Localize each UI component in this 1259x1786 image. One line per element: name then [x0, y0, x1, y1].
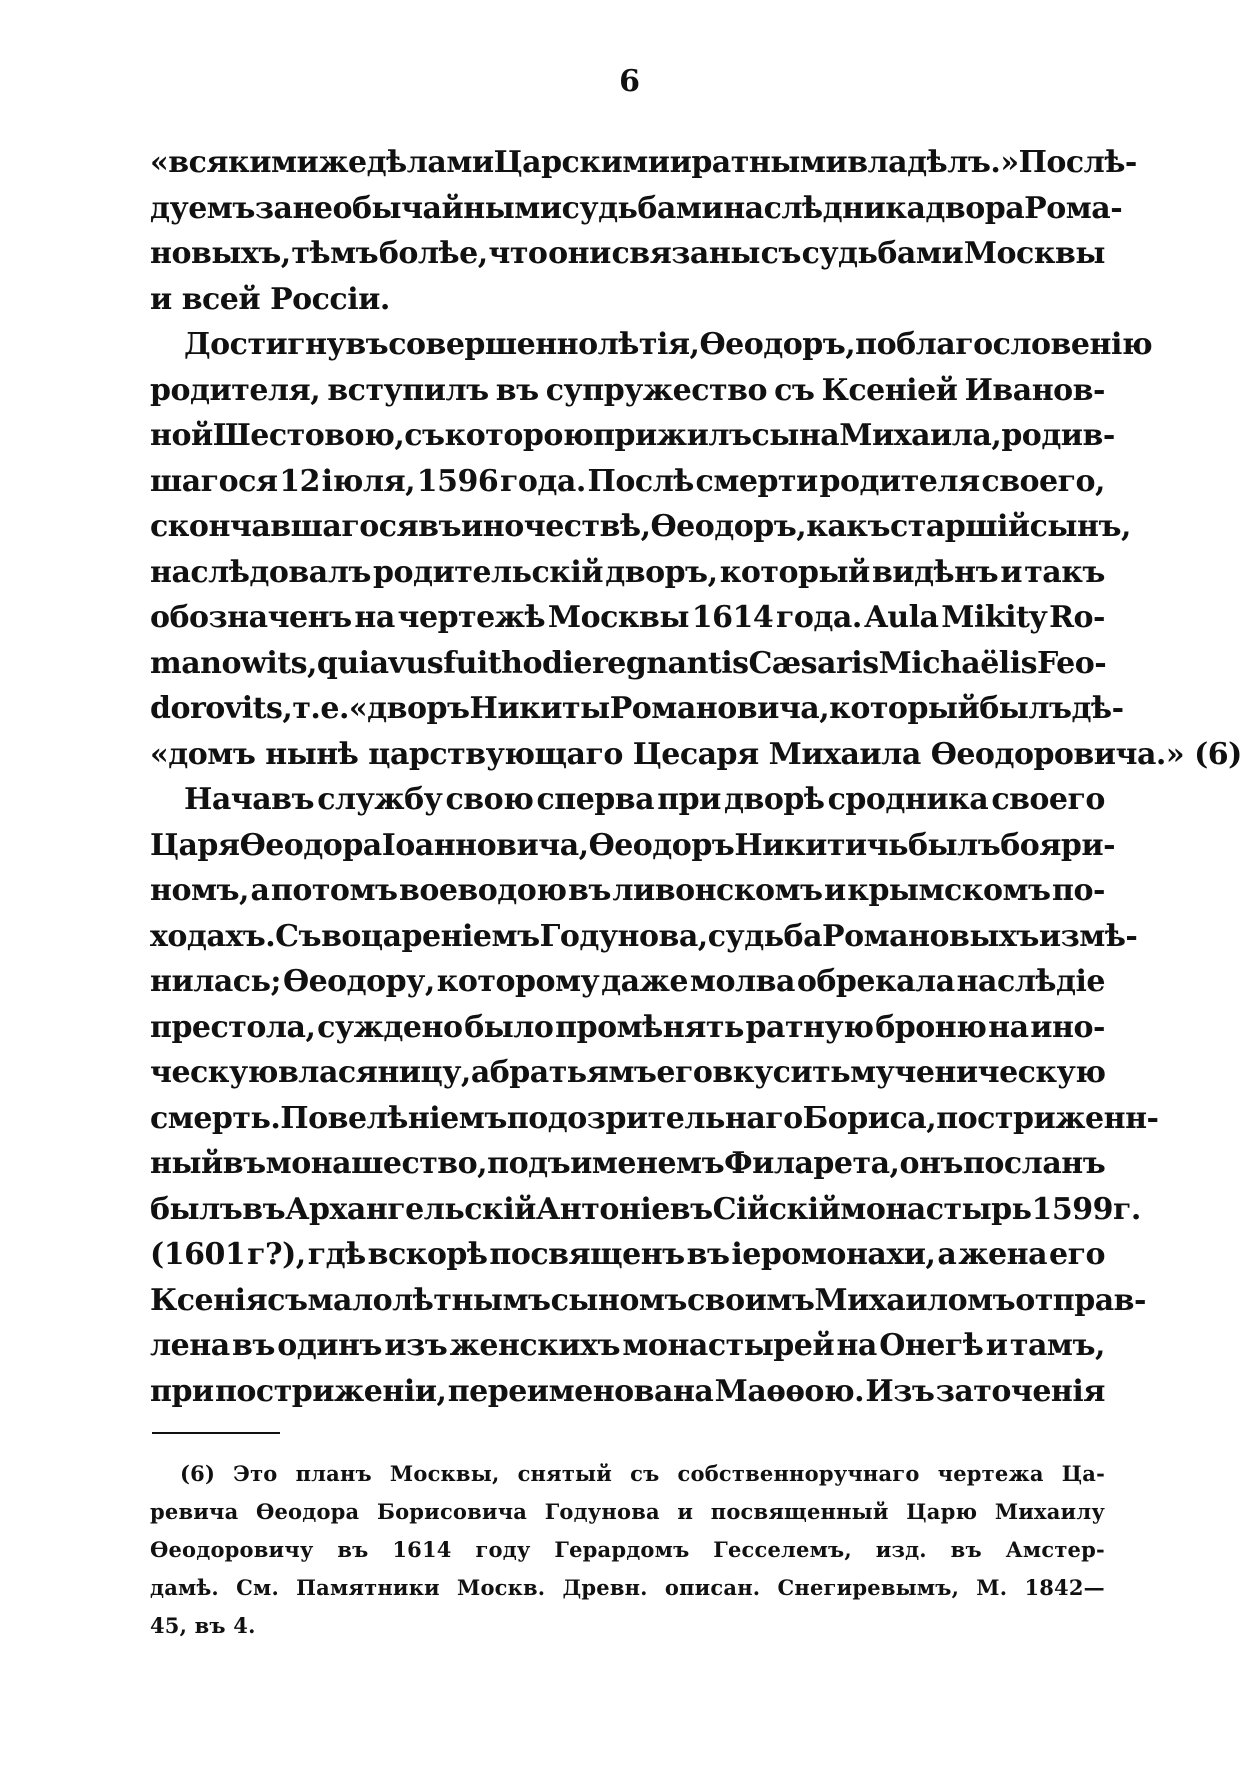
- word: іеромонахи,: [731, 1237, 936, 1272]
- word: по: [855, 327, 897, 362]
- word: чертежа: [937, 1461, 1044, 1486]
- word: сына: [751, 418, 840, 453]
- word: постриженіи,: [214, 1373, 447, 1409]
- word: Ѳеодора: [255, 1499, 360, 1524]
- word: одинъ: [277, 1328, 382, 1363]
- word: родив-: [1001, 418, 1115, 453]
- word: за: [254, 190, 293, 226]
- word: а: [250, 873, 270, 908]
- word: году: [475, 1537, 531, 1562]
- word: Романовича,: [609, 691, 830, 726]
- word: Годунова,: [539, 918, 708, 954]
- word: regnantis: [591, 645, 749, 681]
- word: Бориса,: [802, 1100, 937, 1136]
- word: по-: [1052, 873, 1105, 908]
- word: Cæsaris: [748, 645, 879, 681]
- word: судьба: [707, 918, 823, 954]
- word: въ: [337, 1537, 369, 1562]
- word: смерть.: [150, 1100, 281, 1136]
- word: броню: [875, 1009, 987, 1045]
- word: Ro-: [1049, 600, 1105, 635]
- word: Начавъ: [184, 782, 315, 817]
- word: dorovits,: [150, 691, 293, 726]
- word: изд.: [875, 1537, 927, 1562]
- footnote-line: [150, 1531, 1105, 1569]
- word: отправ-: [1015, 1282, 1146, 1318]
- word: Сійскій: [712, 1191, 841, 1227]
- word: Москвы: [547, 600, 689, 635]
- word: 1614: [691, 600, 774, 635]
- word: братьямъ: [489, 1055, 657, 1090]
- word: его: [656, 1055, 713, 1090]
- word: его: [1048, 1237, 1105, 1272]
- word: См.: [236, 1575, 279, 1600]
- word: планъ: [295, 1461, 372, 1486]
- word: Повелѣніемъ: [280, 1100, 507, 1136]
- word: монастырь: [840, 1191, 1032, 1227]
- word: fuit: [443, 645, 502, 681]
- word: съ: [774, 372, 815, 408]
- footnote-line: [150, 1569, 1105, 1607]
- word: Достигнувъ: [184, 327, 389, 362]
- word: описан.: [664, 1575, 761, 1600]
- word: Ксеніей: [821, 372, 958, 408]
- word: номъ,: [150, 873, 249, 908]
- word: въ: [232, 1328, 275, 1363]
- text-line: [150, 914, 1138, 960]
- word: былъ: [979, 691, 1072, 726]
- word: какъ: [806, 509, 890, 544]
- text-line: [150, 550, 1105, 596]
- word: Никиты: [469, 691, 610, 726]
- word: 12: [279, 463, 320, 499]
- word: подъ: [487, 1146, 571, 1181]
- text-line: [150, 1187, 1141, 1233]
- word: шагося: [150, 463, 278, 499]
- text-line: [150, 1141, 1105, 1187]
- word: посвященный: [710, 1499, 889, 1524]
- word: Онегѣ: [879, 1328, 984, 1363]
- word: Шестовою,: [212, 418, 405, 453]
- text-line: [150, 413, 1115, 459]
- word: и: [824, 873, 846, 908]
- word: монашество,: [265, 1146, 488, 1181]
- text-line: [150, 823, 1116, 869]
- word: г?),: [247, 1237, 306, 1272]
- word: наслѣдіе: [956, 964, 1105, 999]
- word: Царя: [150, 827, 240, 863]
- text-line: [150, 777, 1105, 823]
- word: Москвы: [963, 236, 1105, 271]
- word: Гесселемъ,: [713, 1537, 852, 1562]
- word: manowits,: [150, 645, 317, 681]
- word: Снегиревымъ,: [777, 1575, 960, 1600]
- word: воцареніемъ: [321, 918, 540, 954]
- word: Іоанновича,: [381, 827, 589, 863]
- word: Амстер-: [1005, 1537, 1105, 1562]
- word: съ: [630, 1461, 660, 1486]
- text-line: [150, 1323, 1105, 1369]
- word: обозначенъ: [150, 600, 352, 635]
- text-line: [150, 1050, 1105, 1096]
- word: дворѣ: [724, 782, 825, 817]
- text-line: [150, 1005, 1105, 1051]
- word: Маѳѳою.: [714, 1373, 865, 1409]
- word: собственноручнаго: [677, 1461, 920, 1486]
- word: женскихъ: [449, 1328, 621, 1363]
- word: ратными: [691, 145, 848, 180]
- word: болѣе,: [378, 236, 488, 271]
- word: онъ: [899, 1146, 963, 1181]
- word: былъ: [150, 1191, 243, 1227]
- text-line: [150, 1278, 1146, 1324]
- word: свою: [445, 782, 534, 817]
- word: дворъ,: [605, 554, 718, 590]
- word: судьбами: [801, 236, 964, 271]
- word: заточенія: [935, 1373, 1105, 1409]
- word: въ: [686, 1237, 730, 1272]
- word: родителя,: [150, 372, 321, 408]
- text-line: [150, 1369, 1105, 1415]
- word: Послѣ-: [1018, 145, 1137, 180]
- word: Послѣ: [587, 463, 694, 499]
- word: монастырей: [622, 1328, 835, 1363]
- word: Борисовича: [376, 1499, 528, 1524]
- word: ино-: [1030, 1009, 1105, 1045]
- word: суждено: [317, 1009, 463, 1045]
- word: новыхъ,: [150, 236, 291, 271]
- text-line: [150, 322, 1153, 368]
- word: въ: [418, 509, 462, 544]
- word: крымскомъ: [847, 873, 1051, 908]
- word: Годунова: [544, 1499, 660, 1524]
- word: посвященъ: [489, 1237, 685, 1272]
- word: и: [1000, 554, 1023, 590]
- text-line: [150, 1232, 1105, 1278]
- word: Царю: [906, 1499, 978, 1524]
- word: службу: [317, 782, 443, 817]
- word: дамѣ.: [150, 1575, 219, 1600]
- word: а: [937, 1237, 957, 1272]
- word: тѣмъ: [291, 236, 379, 271]
- word: при: [150, 1373, 214, 1409]
- word: Древн.: [562, 1575, 648, 1600]
- word: наслѣдника: [723, 190, 926, 226]
- word: Москв.: [457, 1575, 546, 1600]
- text-line: [150, 231, 1105, 277]
- word: іюля,: [321, 463, 416, 499]
- word: необычайными: [292, 190, 562, 226]
- word: ратную: [745, 1009, 874, 1045]
- word: скончавшагося: [150, 509, 419, 544]
- word: Царскими: [493, 145, 670, 180]
- word: вкусить: [712, 1055, 851, 1090]
- word: съ: [404, 418, 445, 453]
- word: смерти: [695, 463, 818, 499]
- word: дуемъ: [150, 190, 255, 226]
- word: что: [488, 236, 548, 271]
- word: на: [988, 1009, 1029, 1045]
- text-line: «домъ нынѣ царствующаго Цесаря Михаила Ѳеодоровича.» (6): [150, 736, 1242, 772]
- footnote-line: [150, 1455, 1105, 1493]
- word: супружество: [545, 372, 767, 408]
- word: Памятники: [296, 1575, 440, 1600]
- word: своего,: [981, 463, 1105, 499]
- word: и: [669, 145, 692, 180]
- word: Никитичь: [734, 827, 908, 863]
- word: а: [470, 1055, 490, 1090]
- word: судьбами: [561, 190, 724, 226]
- word: (6): [180, 1461, 216, 1486]
- word: Архангельскій: [285, 1191, 536, 1227]
- word: тамъ,: [1009, 1328, 1105, 1363]
- word: своего: [991, 782, 1105, 817]
- word: переименована: [447, 1373, 714, 1409]
- word: чертежѣ: [397, 600, 546, 635]
- word: постриженн-: [936, 1100, 1159, 1136]
- word: Съ: [275, 918, 322, 954]
- word: бояри-: [1000, 827, 1116, 863]
- word: потомъ: [270, 873, 398, 908]
- word: въ: [222, 1146, 266, 1181]
- word: посланъ: [962, 1146, 1106, 1181]
- word: «всякими: [150, 145, 319, 180]
- word: 1614: [392, 1537, 452, 1562]
- word: гдѣ: [307, 1237, 366, 1272]
- word: прижилъ: [593, 418, 752, 453]
- word: е.: [320, 691, 349, 726]
- word: Изъ: [865, 1373, 935, 1409]
- word: Ѳеодора: [239, 827, 382, 863]
- word: родительскій: [373, 554, 604, 590]
- word: Ѳеодоровичу: [150, 1537, 314, 1562]
- text-line: [150, 140, 1137, 186]
- word: и: [677, 1499, 694, 1524]
- word: сперва: [536, 782, 655, 817]
- word: Михаилу: [994, 1499, 1105, 1524]
- word: старшій: [889, 509, 1030, 544]
- word: т.: [292, 691, 321, 726]
- word: ливонскомъ: [612, 873, 823, 908]
- word: Москвы,: [389, 1461, 500, 1486]
- text-line: и всей Россіи.: [150, 281, 390, 317]
- word: Ѳеодоръ,: [699, 327, 856, 362]
- word: былъ: [907, 827, 1001, 863]
- word: въ: [242, 1191, 286, 1227]
- footnote-divider: [152, 1432, 280, 1434]
- word: власяницу,: [277, 1055, 471, 1090]
- word: Aula: [864, 600, 939, 635]
- word: въ: [568, 873, 611, 908]
- word: года.: [500, 463, 586, 499]
- word: которою: [444, 418, 594, 453]
- main-text: [150, 140, 1242, 1414]
- word: avus: [369, 645, 444, 681]
- word: Филарета,: [724, 1146, 900, 1181]
- word: вступилъ: [327, 372, 489, 408]
- word: на: [836, 1328, 877, 1363]
- word: своимъ: [686, 1282, 815, 1318]
- word: Михаиломъ: [814, 1282, 1016, 1318]
- word: снятый: [517, 1461, 613, 1486]
- word: Иванов-: [964, 372, 1105, 408]
- word: нилась;: [150, 964, 282, 999]
- word: молва: [689, 964, 795, 999]
- word: видѣнъ: [871, 554, 999, 590]
- word: мученическую: [850, 1055, 1106, 1090]
- word: ческую: [150, 1055, 278, 1090]
- word: сынъ,: [1029, 509, 1131, 544]
- word: и: [985, 1328, 1008, 1363]
- word: Романовыхъ: [822, 918, 1039, 954]
- word: подозрительнаго: [506, 1100, 803, 1136]
- word: они: [548, 236, 611, 271]
- word: ный: [150, 1146, 223, 1181]
- word: Ѳеодору,: [282, 964, 435, 999]
- page-number: 6: [619, 64, 640, 99]
- word: измѣ-: [1038, 918, 1138, 954]
- word: который: [829, 691, 980, 726]
- word: 1596: [416, 463, 499, 499]
- word: такъ: [1024, 554, 1105, 590]
- word: двора: [925, 190, 1025, 226]
- word: изъ: [384, 1328, 448, 1363]
- word: владѣлъ.»: [847, 145, 1019, 180]
- word: совершеннолѣтія,: [388, 327, 700, 362]
- word: благословенію: [896, 327, 1153, 362]
- word: наслѣдовалъ: [150, 554, 371, 590]
- text-line: [150, 641, 1105, 687]
- footnote-line: [150, 1493, 1105, 1531]
- word: hodie: [501, 645, 592, 681]
- word: съ: [760, 236, 801, 271]
- footnote: [150, 1455, 1105, 1645]
- word: ревича: [150, 1499, 239, 1524]
- word: Это: [233, 1461, 278, 1486]
- word: ходахъ.: [150, 918, 276, 954]
- text-line: [150, 868, 1105, 914]
- word: Ксенія: [150, 1282, 268, 1318]
- text-line: [150, 959, 1105, 1005]
- word: ной: [150, 418, 213, 453]
- word: Michaëlis: [878, 645, 1037, 681]
- word: Ѳеодоръ,: [650, 509, 807, 544]
- word: qui: [316, 645, 370, 681]
- word: связаны: [611, 236, 760, 271]
- word: лена: [150, 1328, 230, 1363]
- word: именемъ: [570, 1146, 725, 1181]
- text-line: [150, 686, 1124, 732]
- word: иночествѣ,: [461, 509, 651, 544]
- word: 1842—: [1024, 1575, 1105, 1600]
- word: въ: [495, 372, 539, 408]
- text-line: [150, 595, 1105, 641]
- word: Feo-: [1036, 645, 1107, 681]
- text-line: [150, 459, 1105, 505]
- footnote-line: 45, въ 4.: [150, 1613, 256, 1638]
- text-line: [150, 1096, 1159, 1142]
- word: при: [657, 782, 721, 817]
- word: промѣнять: [555, 1009, 744, 1045]
- word: сыномъ: [550, 1282, 687, 1318]
- word: престола,: [150, 1009, 316, 1045]
- word: въ: [950, 1537, 982, 1562]
- word: Ѳеодоръ: [588, 827, 735, 863]
- word: дѣ-: [1071, 691, 1124, 726]
- word: Рома-: [1024, 190, 1123, 226]
- word: сродника: [827, 782, 989, 817]
- word: родителя: [819, 463, 980, 499]
- word: вскорѣ: [367, 1237, 488, 1272]
- word: «дворъ: [348, 691, 470, 726]
- word: же: [318, 145, 367, 180]
- word: Михаила,: [839, 418, 1002, 453]
- word: малолѣтнымъ: [307, 1282, 551, 1318]
- word: дѣлами: [366, 145, 494, 180]
- word: Антоніевъ: [535, 1191, 713, 1227]
- word: 1599: [1031, 1191, 1114, 1227]
- word: обрекала: [796, 964, 955, 999]
- text-line: [150, 186, 1123, 232]
- word: который: [719, 554, 870, 590]
- word: Ца-: [1061, 1461, 1105, 1486]
- word: воеводою: [398, 873, 567, 908]
- word: жена: [958, 1237, 1048, 1272]
- word: которому: [436, 964, 600, 999]
- text-line: [150, 368, 1105, 414]
- word: М.: [976, 1575, 1008, 1600]
- word: даже: [601, 964, 688, 999]
- word: Mikity: [941, 600, 1047, 635]
- word: (1601: [150, 1237, 246, 1272]
- word: г.: [1113, 1191, 1141, 1227]
- text-line: [150, 504, 1131, 550]
- word: на: [354, 600, 395, 635]
- word: года.: [776, 600, 862, 635]
- word: Герардомъ: [554, 1537, 690, 1562]
- word: было: [464, 1009, 554, 1045]
- word: съ: [267, 1282, 308, 1318]
